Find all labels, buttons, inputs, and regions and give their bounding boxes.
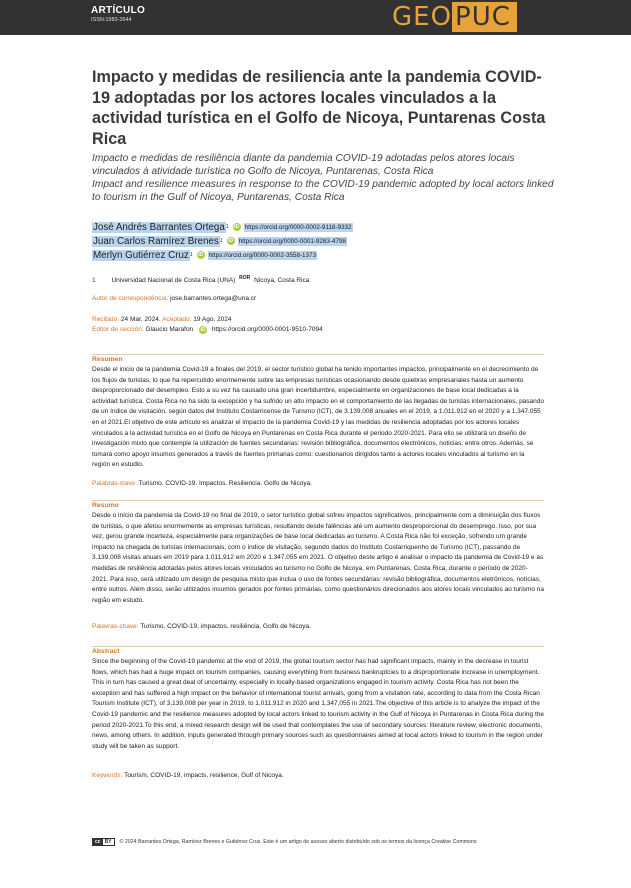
abstract-heading: Abstract (92, 648, 120, 655)
orcid-icon[interactable]: iD (198, 252, 204, 258)
section-editor (92, 326, 323, 334)
abstract-body: Since the beginning of the Covid-19 pandemic at the end of 2019, the global tourism sector has had significant impacts, mainly in the decrease in tourist flows, which has had a huge impact on tourism companies, causing everything from business bankruptcies to a disproportionate increase in unemployment. This in turn has caused a great deal of uncertainty, especially in locally-based organizations engaged in tourism activity. Costa Rica has not been the exception and has suffered a high impact on the behavior of international tourist arrivals, going from a visitation rate, according to data from the Costa Rican Tourism Institute (ICT), of 3,139,008 per year in 2019, to 1,011,912 in 2020 and 1,347,055 in 2021.The objective of this article is to analyze the impact of the Covid-19 pandemic and the resilience measures adopted by local actors linked to tourism activity in the Gulf of Nicoya in Puntarenas in Costa Rica during the period 2020-2021.To this end, a mixed research design will be used that contemplates the use of secondary sources: literature review, electronic documents, news, among others. In addition, inputs generated through primary sources such as questionnaires aimed at local actors linked to tourism in the region under study will be taken as support. (92, 658, 544, 750)
orcid-icon[interactable]: iD (200, 327, 206, 333)
author-list (92, 220, 353, 262)
logo-geo: GEO (392, 2, 453, 32)
affiliation-marker: 1 (189, 252, 193, 258)
affiliation-institution: Universidad Nacional de Costa Rica (UNA) (111, 277, 236, 285)
resumo-body: Desde o início da pandemia da Covid-19 no final de 2019, o setor turístico global sofreu impactos significativos, principalmente com a diminuição dos fluxos de turistas, o que afetou enormemente as empresas turísticas, resultando desde falências até um aumento desproporcional do desemprego. Isso, por sua vez, gerou grande incerteza, especialmente para organizações de base local dedicadas ao turismo. A Costa Rica não foi exceção, sofrendo um grande impacto na chegada de turistas internacionais, com o índice de visitação, segundo dados do Instituto Costarriquenho de Turismo (ICT), passando de 3.139.008 visitas anuais em 2019 para 1.011.912 em 2020 e 1.347.055 em 2021. O objetivo deste artigo é analisar o impacto da pandemia de Covid-19 e as medidas de resiliência adotadas pelos atores locais vinculados ao turismo no Golfo de Nicoya, em Puntarenas, Costa Rica, durante o período de 2020-2021. Para isso, será utilizado um design de pesquisa misto que inclua o uso de fontes secundárias: revisão bibliográfica, documentos eletrônicos, notícias, entre outros. Além disso, serão utilizados insumos gerados por fontes primárias, como questionários direcionados aos atores locais vinculados ao turismo na região em estudo. (92, 512, 544, 604)
correspondence-label: Autor de correspondência: (92, 295, 169, 302)
keywords-en (92, 772, 284, 779)
cc-mark: cc (95, 838, 101, 845)
orcid-link[interactable]: https://orcid.org/0000-0001-9283-4798 (238, 237, 347, 245)
logo-puc: PUC (452, 2, 517, 32)
license-text: © 2024 Barrantes Ortega, Ramírez Brenes e Gutiérrez Cruz. Este é um artigo de acesso aberto distribuído sob os termos da licença Creative Commons (119, 839, 477, 845)
affiliation-location: Nicoya, Costa Rica (254, 277, 310, 285)
divider (92, 500, 544, 501)
author-row (92, 234, 353, 248)
keywords-label: Palavras-chave: (92, 623, 139, 630)
editor-name: Glaucio Marafon (145, 326, 194, 333)
affiliation-marker: 1 (225, 224, 229, 230)
editor-label: Editor de sección: (92, 326, 144, 333)
article-title-english: Impact and resilience measures in response to the COVID-19 pandemic adopted by local actors linked to tourism in the Gulf of Nicoya, Puntarenas, Costa Rica (92, 179, 554, 203)
issn: ISSN:1983-3644 (91, 17, 132, 23)
divider (92, 354, 544, 355)
affiliation-marker: 1 (219, 238, 223, 244)
ror-icon[interactable]: ROR (239, 275, 251, 281)
keywords-es (92, 480, 312, 487)
keywords-pt (92, 623, 311, 630)
author-row (92, 220, 353, 234)
orcid-icon[interactable]: iD (234, 224, 240, 230)
correspondence (92, 295, 256, 302)
orcid-link[interactable]: https://orcid.org/0000-0002-3558-1373 (208, 251, 317, 259)
article-title: Impacto y medidas de resiliencia ante la pandemia COVID-19 adoptadas por los actores locales vinculados a la actividad turística en el Golfo de Nicoya, Puntarenas Costa Rica (92, 68, 546, 148)
author-row (92, 248, 353, 262)
journal-logo (392, 2, 517, 33)
article-dates (92, 316, 232, 323)
received-date: 24 Mar. 2024. (120, 316, 161, 323)
orcid-link[interactable]: https://orcid.org/0000-0002-9116-9332 (244, 223, 352, 231)
creative-commons-icon[interactable] (92, 838, 115, 846)
accepted-date: 19 Ago. 2024 (193, 316, 232, 323)
editor-orcid-link[interactable]: https://orcid.org/0000-0001-9510-7094 (211, 326, 323, 333)
resumo-heading: Resumo (92, 502, 119, 509)
keywords-label: Palabras-clave: (92, 480, 137, 487)
resumen-heading: Resumen (92, 356, 123, 363)
keywords-values: Tourism, COVID-19, impacts, resilience, Gulf of Nicoya. (124, 772, 284, 779)
section-label: ARTÍCULO (91, 5, 146, 16)
orcid-icon[interactable]: iD (228, 238, 234, 244)
affiliation (92, 275, 309, 284)
keywords-values: Turismo. COVID-19. Impactos. Resiliencia. Golfo de Nicoya. (138, 480, 313, 487)
author-name[interactable]: Merlyn Gutiérrez Cruz (93, 249, 189, 261)
correspondence-email[interactable]: jose.barrantes.ortega@una.cr (170, 295, 257, 302)
license-footer (92, 838, 477, 846)
accepted-label: Aceptado: (162, 316, 192, 323)
article-title-portuguese: Impacto e medidas de resiliência diante da pandemia COVID-19 adotadas pelos atores locais vinculados à atividade turística no Golfo de Nicoya, Puntarenas, Costa Rica (92, 153, 515, 177)
author-name[interactable]: José Andrés Barrantes Ortega (93, 221, 225, 233)
author-name[interactable]: Juan Carlos Ramírez Brenes (93, 235, 219, 247)
received-label: Recibido: (92, 316, 120, 323)
divider (92, 646, 544, 647)
journal-header-bar (0, 0, 631, 35)
keywords-label: Keywords: (92, 772, 123, 779)
cc-terms: BY (104, 838, 112, 845)
resumen-body: Desde el inicio de la pandemia Covid-19 a finales del 2019, el sector turístico global ha tenido importantes impactos, principalmente en el decrecimiento de los flujos de turistas, lo que ha repercutido enormemente sobre las empresas turísticas ocasionando desde quiebras empresariales hasta un aumento desproporcionado del desempleo. Esto a su vez ha causado una gran incertidumbre, especialmente en organizaciones de base local dedicadas a la actividad turística. Costa Rica no ha sido la excepción y ha sufrido un alto impacto en el comportamiento de las llegadas de turistas internacionales, pasando de un índice de visitación, según datos del Instituto Costarricense de Turismo (ICT), de 3.139.008 anuales en el 2019, a 1.011.912 en el 2020 y a 1.347.055 en el 2021.El objetivo de este artículo es analizar el impacto de la pandemia Covid-19 y las medidas de resiliencia adoptadas por los actores locales vinculados a la actividad turística en el Golfo de Nicoya en Puntarenas en Costa Rica durante el periodo 2020-2021. Para ello se utilizará un diseño de investigación mixto que contemple la utilización de fuentes secundarias: revisión bibliográfica, documentos electrónicos, noticias, entre otros. Además, se tomará como apoyo insumos generados a través de fuentes primarias como: cuestionarios dirigidos tanto a actores locales vinculados al turismo en la región en estudio. (92, 366, 545, 469)
affiliation-number: 1 (92, 277, 96, 285)
keywords-values: Turismo, COVID-19, impactos, resiliência, Golfo de Nicoya. (140, 623, 311, 630)
